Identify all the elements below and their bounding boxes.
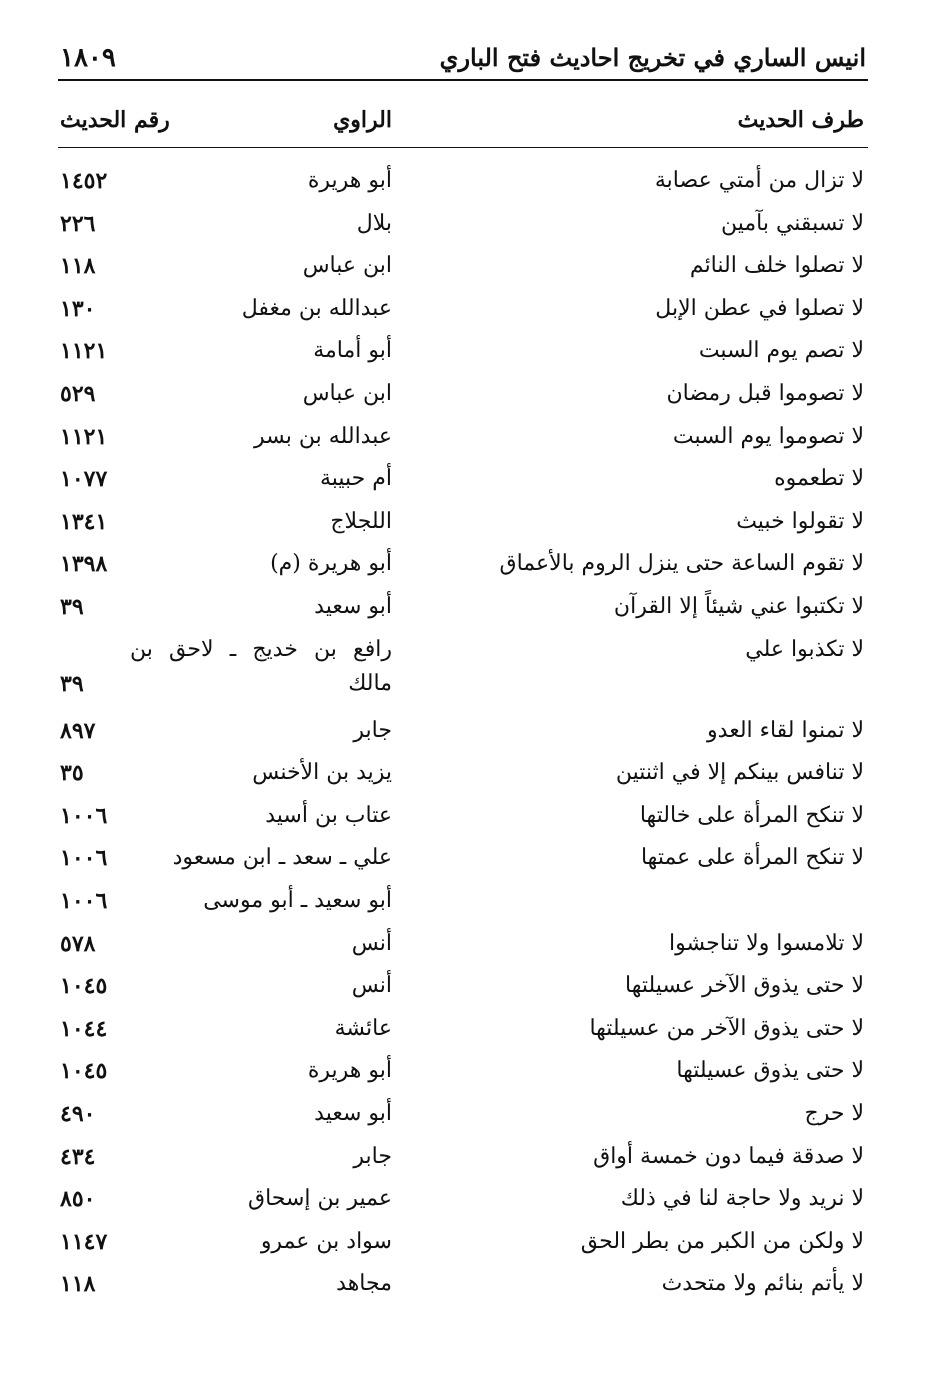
table-row [0, 923, 944, 965]
narrator-name: جابر [353, 1143, 392, 1169]
hadith-text: لا تسبقني بآمين [720, 210, 864, 236]
hadith-number: ١١٨ [60, 253, 96, 280]
hadith-text: لا تنافس بينكم إلا في اثنتين [615, 760, 864, 786]
table-row [0, 543, 944, 585]
table-row [0, 245, 944, 287]
narrator-name: أنس [351, 930, 392, 956]
table-row [0, 837, 944, 879]
narrator-name: بلال [356, 210, 392, 236]
narrator-name: عبدالله بن مغفل [241, 295, 392, 321]
hadith-number: ١٣٩٨ [60, 551, 108, 578]
table-row [0, 1136, 944, 1178]
table-row [0, 795, 944, 837]
table-row [0, 586, 944, 628]
hadith-text: لا تصم يوم السبت [698, 338, 864, 364]
hadith-text: لا حرج [804, 1100, 864, 1126]
hadith-number: ٨٥٠ [60, 1186, 96, 1213]
hadith-text: لا حتى يذوق الآخر من عسيلتها [589, 1015, 864, 1041]
table-row [0, 330, 944, 372]
book-title: انيس الساري في تخريج احاديث فتح الباري [439, 43, 866, 72]
hadith-text: لا تطعموه [774, 466, 864, 492]
hadith-number: ١١٢١ [60, 338, 108, 365]
hadith-text: لا تقولوا خبيث [736, 508, 864, 534]
hadith-number: ٤٣٤ [60, 1143, 96, 1170]
hadith-number: ١٣٠ [60, 295, 96, 322]
table-row [0, 629, 944, 713]
hadith-number: ١٣٤١ [60, 508, 108, 535]
narrator-name: مجاهد [336, 1271, 392, 1297]
narrator-name: علي ـ سعد ـ ابن مسعود [172, 845, 392, 871]
table-row [0, 1263, 944, 1305]
narrator-name: سواد بن عمرو [260, 1228, 392, 1254]
narrator-name: عبدالله بن بسر [254, 423, 392, 449]
hadith-number: ١٠٧٧ [60, 466, 108, 493]
table-row [0, 1050, 944, 1092]
narrator-name: عتاب بن أسيد [265, 802, 392, 828]
hadith-text: لا تلامسوا ولا تناجشوا [668, 930, 864, 956]
hadith-number: ١٠٤٥ [60, 973, 108, 1000]
hadith-text: لا تصلوا خلف النائم [689, 253, 864, 279]
narrator-name: اللجلاج [330, 508, 392, 534]
hadith-text: لا تصوموا يوم السبت [672, 423, 864, 449]
hadith-number: ١١٨ [60, 1271, 96, 1298]
table-row [0, 1008, 944, 1050]
hadith-text: لا نريد ولا حاجة لنا في ذلك [620, 1186, 864, 1212]
table-row [0, 288, 944, 330]
hadith-number: ٨٩٧ [60, 717, 96, 744]
table-row [0, 160, 944, 202]
hadith-text: لا تنكح المرأة على عمتها [640, 845, 864, 871]
hadith-number: ١٤٥٢ [60, 168, 108, 194]
table-row [0, 203, 944, 245]
hadith-number: ١٠٤٥ [60, 1058, 108, 1085]
narrator-name: أبو أمامة [313, 338, 392, 364]
hadith-number: ١٠٠٦ [60, 887, 108, 914]
hadith-number: ٤٩٠ [60, 1100, 96, 1127]
hadith-number: ٢٢٦ [60, 210, 96, 237]
table-row [0, 501, 944, 543]
hadith-number: ٣٩ [60, 594, 84, 620]
hadith-text: لا تصوموا قبل رمضان [666, 381, 864, 406]
narrator-name: جابر [353, 717, 392, 743]
narrator-name: أنس [351, 973, 392, 999]
hadith-number: ٥٢٩ [60, 381, 96, 407]
hadith-text: لا تزال من أمتي عصابة [654, 168, 864, 193]
narrator-name: ابن عباس [302, 253, 392, 279]
table-row [0, 1093, 944, 1135]
table-row [0, 965, 944, 1007]
hadith-number: ١٠٠٦ [60, 802, 108, 829]
hadith-text: لا تقوم الساعة حتى ينزل الروم بالأعماق [499, 551, 864, 577]
hadith-number: ١٠٠٦ [60, 845, 108, 872]
narrator-name: أبو هريرة (م) [270, 551, 392, 577]
narrator-name: رافع بن خديج ـ لاحق بن مالك [130, 636, 392, 696]
table-row [0, 458, 944, 500]
narrator-name: يزيد بن الأخنس [252, 760, 392, 786]
narrator-name: أم حبيبة [319, 466, 392, 492]
hadith-text: لا تكتبوا عني شيئاً إلا القرآن [613, 594, 864, 619]
hadith-number: ٥٧٨ [60, 930, 96, 957]
hadith-number: ١١٤٧ [60, 1228, 108, 1255]
hadith-text: لا ولكن من الكبر من بطر الحق [580, 1228, 864, 1254]
table-row [0, 416, 944, 458]
hadith-text: لا تكذبوا علي [745, 636, 864, 662]
narrator-name: عمير بن إسحاق [248, 1186, 392, 1212]
narrator-name: أبو سعيد [314, 1100, 392, 1126]
column-header-hadith: طرف الحديث [737, 107, 864, 133]
table-row [0, 373, 944, 415]
narrator-name: أبو هريرة [307, 1058, 392, 1084]
hadith-text: لا حتى يذوق الآخر عسيلتها [624, 973, 864, 999]
hadith-number: ١٠٤٤ [60, 1015, 108, 1042]
column-header-number: رقم الحديث [60, 107, 170, 133]
hadith-text: لا تنكح المرأة على خالتها [639, 802, 864, 828]
hadith-number: ٣٥ [60, 760, 84, 787]
table-row [0, 752, 944, 794]
table-row [0, 1221, 944, 1263]
narrator-name: ابن عباس [302, 381, 392, 406]
narrator-name: أبو هريرة [307, 168, 392, 193]
hadith-number: ٣٩ [60, 670, 84, 697]
hadith-text: لا يأتم بنائم ولا متحدث [661, 1271, 864, 1297]
hadith-text: لا صدقة فيما دون خمسة أواق [593, 1143, 864, 1169]
narrator-name: أبو سعيد [314, 594, 392, 619]
column-header-narrator: الراوي [333, 107, 392, 133]
hadith-text: لا تصلوا في عطن الإبل [655, 295, 864, 321]
table-row [0, 710, 944, 752]
hadith-text: لا تمنوا لقاء العدو [707, 717, 864, 743]
table-row [0, 880, 944, 922]
hadith-number: ١١٢١ [60, 423, 108, 450]
table-row [0, 1178, 944, 1220]
hadith-text: لا حتى يذوق عسيلتها [676, 1058, 864, 1084]
narrator-name: أبو سعيد ـ أبو موسى [203, 887, 392, 913]
narrator-name: عائشة [334, 1015, 392, 1041]
page-number: ١٨٠٩ [60, 43, 116, 73]
